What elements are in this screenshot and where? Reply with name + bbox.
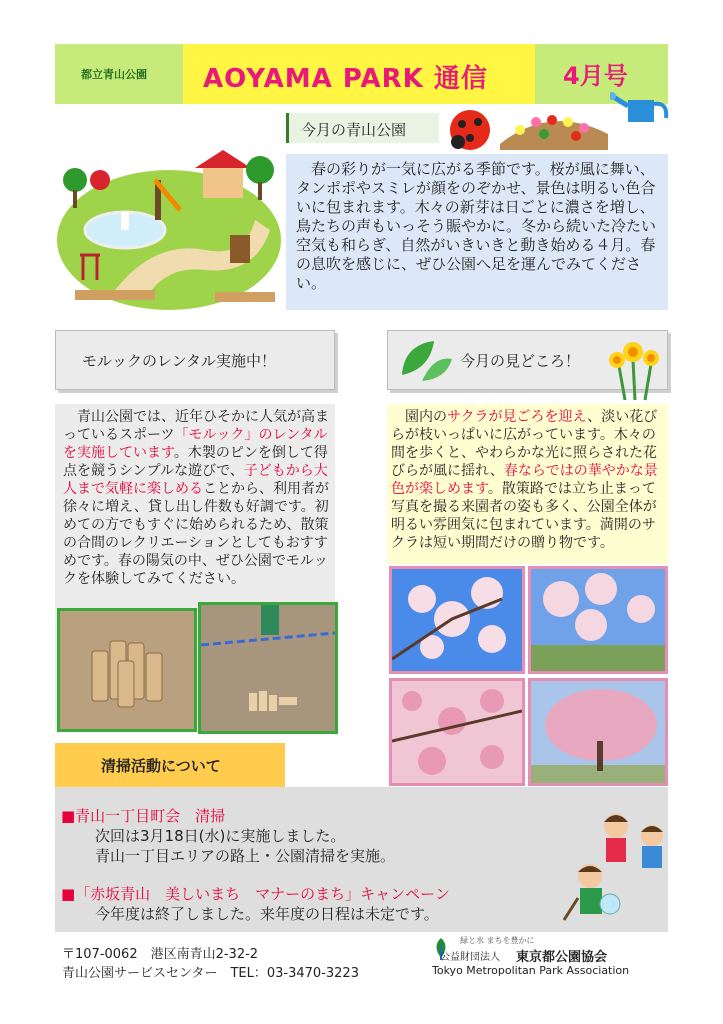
leaf-icon [394,335,454,385]
footer-tagline: 緑と水 まちを豊かに [460,936,535,945]
cherry-blossom-photo-4 [528,678,668,786]
cleaning-title-tab [55,743,285,787]
cleaning-item1-line2: 青山一丁目エリアの路上・公園清掃を実施。 [95,847,396,865]
molkky-text: 青山公園では、近年ひそかに人気が高まっているスポーツ「モルック」のレンタルを実施しています。木製のピンを倒して得点を競うシンプルな遊びで、子どもから大人まで気軽に楽しめることから、利用者が徐々に増え、貸し出し件数も好調です。初めての方でもすぐに始められるため、散策の合間のレクリエーションとしてもおすすめです。春の陽気の中、ぜひ公園でモルックを体験してみてください。 [63,409,329,587]
molkky-title: モルックのレンタル実施中！ [82,352,277,370]
footer-assoc-prefix: 公益財団法人 [440,952,500,963]
molkky-pins-photo [57,608,197,732]
footer-postal-address: 〒107-0062 港区南青山2-32-2 [62,947,259,962]
footer-assoc-english: Tokyo Metropolitan Park Association [432,964,630,977]
park-illustration [55,140,283,320]
this-month-label-text: 今月の青山公園 [301,121,407,139]
footer-service-center: 青山公園サービスセンター TEL：03-3470-3223 [62,966,359,981]
footer-assoc-name: 東京都公園協会 [516,950,608,965]
cleaning-item2-line1: 今年度は終了しました。来年度の日程は未定です。 [95,905,439,923]
intro-text: 春の彩りが一気に広がる季節です。桜が風に舞い、タンポポやスミレが顔をのぞかせ、景色は明るい色合いに包まれます。木々の新芽は日ごとに濃さを増し、鳥たちの声もいっそう賑やかに。冬から続いた冷たい空気も和らぎ、自然がいきいきと動き始める４月。春の息吹を感じに、ぜひ公園へ足を運んでみてください。 [296,160,657,292]
watering-can-icon [610,86,670,130]
children-cleaning-illustration [560,808,670,928]
highlight-title: 今月の見どころ！ [460,352,581,370]
cleaning-item2-heading: ■「赤坂青山 美しいまち マナーのまち」キャンペーン [61,885,450,903]
header-org-block [55,44,183,104]
daffodil-icon [605,330,665,402]
highlight-text: 園内のサクラが見ごろを迎え、淡い花びらが枝いっぱいに広がっています。木々の間を歩くと、やわらかな光に照らされた花びらが風に揺れ、春ならではの華やかな景色が楽しめます。散策路では立ち止まって写真を撮る来園者の姿も多く、公園全体が明るい雰囲気に包まれています。満開のサクラは短い期間だけの贈り物です。 [391,409,658,551]
cleaning-item1-heading: ■青山一丁目町会 清掃 [61,807,226,825]
molkky-playing-photo [198,602,338,734]
ladybug-flowerbed-illustration [440,104,610,154]
issue-label: 4月号 [563,62,628,90]
cleaning-item1-line1: 次回は3月18日(水)に実施しました。 [95,827,346,845]
molkky-title-box [55,330,335,390]
cleaning-title: 清掃活動について [101,757,221,775]
cherry-blossom-photo-3 [389,678,525,786]
newsletter-title: AOYAMA PARK 通信 [203,64,488,94]
cherry-blossom-photo-1 [389,566,525,674]
org-name: 都立青山公園 [81,68,147,81]
highlight-body [387,404,668,564]
this-month-label [286,113,439,143]
intro-text-box [286,154,668,310]
cherry-blossom-photo-2 [528,566,668,674]
header-title-block [183,44,535,104]
